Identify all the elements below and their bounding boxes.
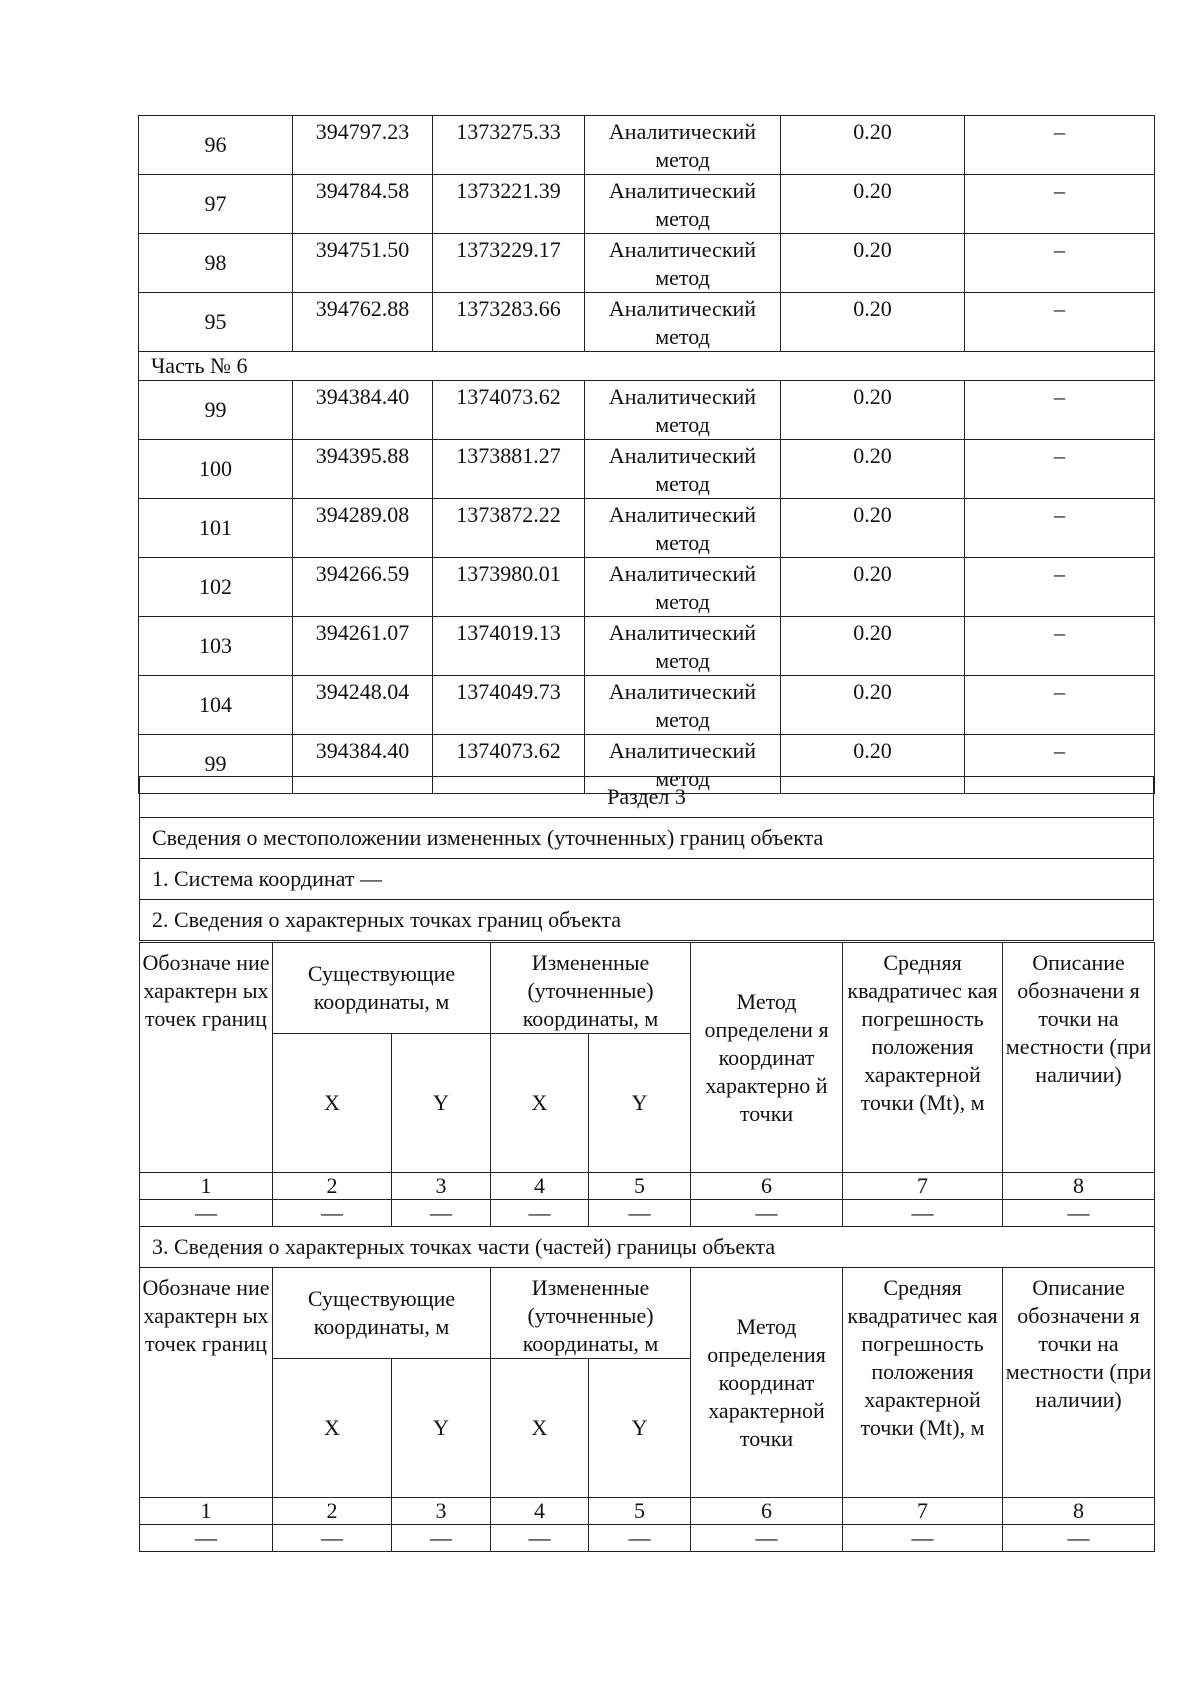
description-cell: – <box>965 499 1155 558</box>
x-coordinate-cell: 394797.23 <box>293 116 433 175</box>
x-coordinate-cell: 394289.08 <box>293 499 433 558</box>
column-number: 7 <box>843 1173 1003 1200</box>
column-number-row <box>140 1498 1155 1525</box>
header-accuracy: Средняя квадратичес кая погрешность положения характерной точки (Mt), м <box>843 943 1003 1173</box>
accuracy-cell: 0.20 <box>781 676 965 735</box>
header-description: Описание обозначени я точки на местности (при наличии) <box>1003 1268 1155 1498</box>
description-cell: – <box>965 175 1155 234</box>
description-cell: – <box>965 234 1155 293</box>
part-points-heading: 3. Сведения о характерных точках части (частей) границы объекта <box>140 1227 1155 1268</box>
header-changed-y: Y <box>589 1034 691 1173</box>
method-cell: Аналитический метод <box>585 293 781 352</box>
point-cell: 99 <box>139 381 293 440</box>
header-changed-coords: Измененные (уточненные) координаты, м <box>491 943 691 1034</box>
dash-cell: — <box>140 1525 273 1552</box>
x-coordinate-cell: 394248.04 <box>293 676 433 735</box>
accuracy-cell: 0.20 <box>781 293 965 352</box>
method-cell: Аналитический метод <box>585 381 781 440</box>
description-cell: – <box>965 381 1155 440</box>
dash-cell: — <box>1003 1525 1155 1552</box>
table-row <box>139 499 1155 558</box>
accuracy-cell: 0.20 <box>781 558 965 617</box>
header-existing-y: Y <box>392 1034 491 1173</box>
x-coordinate-cell: 394384.40 <box>293 735 433 794</box>
dash-cell: — <box>691 1200 843 1227</box>
point-cell: 95 <box>139 293 293 352</box>
table-row <box>139 175 1155 234</box>
column-number: 5 <box>589 1173 691 1200</box>
accuracy-cell: 0.20 <box>781 499 965 558</box>
dash-cell: — <box>273 1525 392 1552</box>
description-cell: – <box>965 440 1155 499</box>
section-title: Раздел 3 <box>140 777 1154 818</box>
coordinates-table <box>138 115 1155 794</box>
accuracy-cell: 0.20 <box>781 234 965 293</box>
dash-cell: — <box>1003 1200 1155 1227</box>
table-row <box>139 116 1155 175</box>
description-cell: – <box>965 735 1155 794</box>
accuracy-cell: 0.20 <box>781 735 965 794</box>
header-method: Метод определени я координат характерно й точки <box>691 943 843 1173</box>
column-number: 2 <box>273 1173 392 1200</box>
header-existing-coords: Существующие координаты, м <box>273 943 491 1034</box>
method-cell: Аналитический метод <box>585 116 781 175</box>
accuracy-cell: 0.20 <box>781 440 965 499</box>
column-number-row <box>140 1173 1155 1200</box>
header-accuracy: Средняя квадратичес кая погрешность положения характерной точки (Mt), м <box>843 1268 1003 1498</box>
section3-frame <box>139 776 1154 941</box>
header-changed-coords: Измененные (уточненные) координаты, м <box>491 1268 691 1359</box>
dash-cell: — <box>392 1525 491 1552</box>
boundary-points-heading: 2. Сведения о характерных точках границ объекта <box>140 900 1154 941</box>
header-description: Описание обозначени я точки на местности (при наличии) <box>1003 943 1155 1173</box>
table-row <box>139 440 1155 499</box>
point-cell: 103 <box>139 617 293 676</box>
y-coordinate-cell: 1373229.17 <box>433 234 585 293</box>
y-coordinate-cell: 1373980.01 <box>433 558 585 617</box>
description-cell: – <box>965 676 1155 735</box>
boundary-points-table <box>139 942 1155 1268</box>
method-cell: Аналитический метод <box>585 234 781 293</box>
y-coordinate-cell: 1373221.39 <box>433 175 585 234</box>
description-cell: – <box>965 116 1155 175</box>
y-coordinate-cell: 1374049.73 <box>433 676 585 735</box>
description-cell: – <box>965 558 1155 617</box>
y-coordinate-cell: 1374073.62 <box>433 735 585 794</box>
point-cell: 98 <box>139 234 293 293</box>
y-coordinate-cell: 1373275.33 <box>433 116 585 175</box>
column-number: 3 <box>392 1498 491 1525</box>
header-changed-x: X <box>491 1359 589 1498</box>
column-number: 6 <box>691 1498 843 1525</box>
table-row <box>139 558 1155 617</box>
column-number: 3 <box>392 1173 491 1200</box>
dash-row <box>140 1200 1155 1227</box>
part-label: Часть № 6 <box>139 352 1155 381</box>
dash-cell: — <box>392 1200 491 1227</box>
method-cell: Аналитический метод <box>585 617 781 676</box>
part-row <box>139 352 1155 381</box>
point-cell: 96 <box>139 116 293 175</box>
dash-cell: — <box>843 1200 1003 1227</box>
y-coordinate-cell: 1373872.22 <box>433 499 585 558</box>
x-coordinate-cell: 394751.50 <box>293 234 433 293</box>
coordinates-rows-a <box>139 116 1155 352</box>
accuracy-cell: 0.20 <box>781 175 965 234</box>
dash-cell: — <box>491 1200 589 1227</box>
table-row <box>139 293 1155 352</box>
column-number: 8 <box>1003 1173 1155 1200</box>
dash-row <box>140 1525 1155 1552</box>
dash-cell: — <box>273 1200 392 1227</box>
accuracy-cell: 0.20 <box>781 116 965 175</box>
header-changed-y: Y <box>589 1359 691 1498</box>
method-cell: Аналитический метод <box>585 499 781 558</box>
y-coordinate-cell: 1373283.66 <box>433 293 585 352</box>
point-cell: 97 <box>139 175 293 234</box>
table-row <box>139 617 1155 676</box>
point-cell: 100 <box>139 440 293 499</box>
header-changed-x: X <box>491 1034 589 1173</box>
part-points-table <box>139 1267 1155 1552</box>
x-coordinate-cell: 394261.07 <box>293 617 433 676</box>
section-subtitle: Сведения о местоположении измененных (уточненных) границ объекта <box>140 818 1154 859</box>
dash-cell: — <box>140 1200 273 1227</box>
point-cell: 99 <box>139 735 293 794</box>
column-number: 4 <box>491 1498 589 1525</box>
header-point-label: Обозначе ние характерн ых точек границ <box>140 1268 273 1498</box>
header-existing-x: X <box>273 1359 392 1498</box>
x-coordinate-cell: 394384.40 <box>293 381 433 440</box>
y-coordinate-cell: 1374073.62 <box>433 381 585 440</box>
column-number: 2 <box>273 1498 392 1525</box>
column-number: 1 <box>140 1173 273 1200</box>
point-cell: 102 <box>139 558 293 617</box>
accuracy-cell: 0.20 <box>781 381 965 440</box>
table-row <box>139 234 1155 293</box>
point-cell: 101 <box>139 499 293 558</box>
column-number: 1 <box>140 1498 273 1525</box>
header-existing-x: X <box>273 1034 392 1173</box>
method-cell: Аналитический метод <box>585 558 781 617</box>
x-coordinate-cell: 394762.88 <box>293 293 433 352</box>
header-existing-y: Y <box>392 1359 491 1498</box>
y-coordinate-cell: 1374019.13 <box>433 617 585 676</box>
column-number: 7 <box>843 1498 1003 1525</box>
dash-cell: — <box>589 1200 691 1227</box>
header-point-label: Обозначе ние характерн ых точек границ <box>140 943 273 1173</box>
column-number: 8 <box>1003 1498 1155 1525</box>
description-cell: – <box>965 617 1155 676</box>
table-row <box>139 676 1155 735</box>
x-coordinate-cell: 394395.88 <box>293 440 433 499</box>
header-method: Метод определения координат характерной точки <box>691 1268 843 1498</box>
coordinates-rows-b <box>139 381 1155 794</box>
dash-cell: — <box>491 1525 589 1552</box>
column-number: 5 <box>589 1498 691 1525</box>
dash-cell: — <box>691 1525 843 1552</box>
header-existing-coords: Существующие координаты, м <box>273 1268 491 1359</box>
method-cell: Аналитический метод <box>585 676 781 735</box>
dash-cell: — <box>843 1525 1003 1552</box>
accuracy-cell: 0.20 <box>781 617 965 676</box>
description-cell: – <box>965 293 1155 352</box>
x-coordinate-cell: 394784.58 <box>293 175 433 234</box>
method-cell: Аналитический метод <box>585 175 781 234</box>
x-coordinate-cell: 394266.59 <box>293 558 433 617</box>
coordinate-system-line: 1. Система координат — <box>140 859 1154 900</box>
column-number: 6 <box>691 1173 843 1200</box>
y-coordinate-cell: 1373881.27 <box>433 440 585 499</box>
method-cell: Аналитический метод <box>585 440 781 499</box>
point-cell: 104 <box>139 676 293 735</box>
dash-cell: — <box>589 1525 691 1552</box>
column-number: 4 <box>491 1173 589 1200</box>
method-cell: Аналитический метод <box>585 735 781 794</box>
table-row <box>139 381 1155 440</box>
